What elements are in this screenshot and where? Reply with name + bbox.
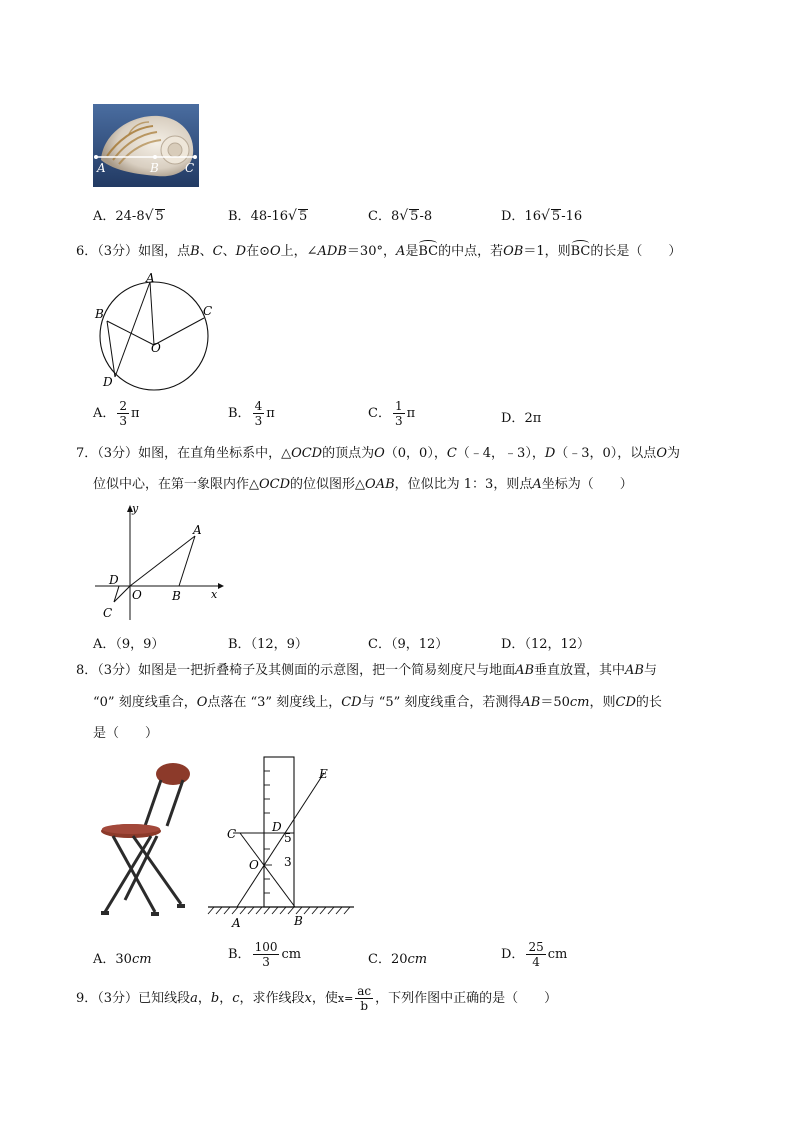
sqrt-sign: √ [288,208,297,224]
segment-bo [107,321,154,345]
label-a: A [193,523,202,537]
q5-option-a[interactable]: A．24-8√ 5 [93,208,164,224]
label-d: D [109,573,119,587]
q6-option-a[interactable]: A． $\frac{2}{3}$ π [93,399,140,428]
label-o: O [132,588,142,602]
label-b: B [294,914,303,928]
label-b: B [172,589,181,603]
q7-stem-line1: 7．（3分）如图，在直角坐标系中，△OCD的顶点为O（0，0），C（﹣4，﹣3），D（﹣3，0），以点O为 [76,446,680,461]
y-label: y [132,502,139,515]
q6-stem: 6．（3分）如图，点B、C、D在⊙O上，∠ADB＝30°，A是BC的中点，若OB＝1，则BC的长是（ ） [76,244,682,259]
fraction-ac-over-b: $\frac{ac}{b}$ [357,984,372,1013]
fraction: $\frac{100}{3}$ [254,940,278,969]
label-c: C [185,161,195,175]
point-a-dot [94,155,98,159]
label-c: C [203,304,213,318]
q6-circle-figure [88,268,218,396]
q7-option-c[interactable]: C．（9，12） [368,637,449,652]
segment-ao [150,282,154,345]
q7-stem-line2: 位似中心，在第一象限内作△OCD的位似图形△OAB，位似比为 1：3，则点A坐标为（ ） [93,477,633,492]
q8-stem-line3: 是（ ） [93,726,159,741]
label-a: A [146,271,155,285]
label-b: B [150,161,159,175]
q7-option-b[interactable]: B．（12，9） [228,637,308,652]
label-d: D [103,375,113,389]
q5-option-d[interactable]: D．16√ 5-16 [501,208,583,224]
x-axis-arrow-icon [218,583,224,589]
q8-option-d[interactable]: D． $\frac{25}{4}$ cm [501,940,568,969]
label-a: A [97,161,106,175]
tick-label-3: 3 [284,855,292,869]
point-c-dot [193,155,197,159]
folding-chair-photo [95,762,195,931]
arc-bc-symbol: BC [570,244,591,259]
fraction: $\frac{1}{3}$ [394,399,403,428]
arc-bc-symbol: BC [418,244,439,259]
label-b: B [95,307,104,321]
sqrt-sign: √ [540,208,550,224]
q7-option-a[interactable]: A．（9，9） [93,637,165,652]
q6-option-c[interactable]: C． $\frac{1}{3}$ π [368,399,416,428]
label-c: C [227,827,237,841]
label-o: O [249,858,259,872]
chair-image [95,762,195,927]
q5-option-b[interactable]: B．48-16√ 5 [228,208,308,224]
q8-stem-line2: “0” 刻度线重合，O点落在 “3” 刻度线上，CD与 “5” 刻度线重合，若测得AB＝50cm，则CD的长 [93,695,662,710]
point-b-dot [153,155,157,159]
label-e: E [319,767,328,781]
q5-option-c[interactable]: C．8√ 5-8 [368,208,433,224]
nautilus-image [93,104,199,187]
label-d: D [272,820,282,834]
fraction: $\frac{25}{4}$ [528,940,544,969]
q7-option-d[interactable]: D．（12，12） [501,637,591,652]
q7-coordinate-figure [92,500,227,629]
tick-label-5: 5 [284,831,292,845]
label-o: O [151,341,161,355]
q8-option-a[interactable]: A．30cm [93,952,152,967]
q6-option-d[interactable]: D．2π [501,411,542,426]
q8-ruler-diagram [206,753,356,937]
fraction: $\frac{2}{3}$ [119,399,128,428]
label-c: C [103,606,113,620]
x-label: x [211,588,218,601]
segment-da [115,282,150,377]
sqrt-sign: √ [399,208,409,224]
segment-ab [179,536,195,586]
q8-option-c[interactable]: C．20cm [368,952,428,967]
q9-stem: 9．（3分）已知线段a，b，c，求作线段x，使x= $\frac{ac}{b}$ ，下列作图中正确的是（ ） [76,984,558,1013]
fraction: $\frac{4}{3}$ [254,399,263,428]
nautilus-photo [93,104,199,187]
sqrt-sign: √ [144,208,154,224]
q8-stem-line1: 8．（3分）如图是一把折叠椅子及其侧面的示意图，把一个简易刻度尺与地面AB垂直放置，其中AB与 [76,663,658,678]
q8-option-b[interactable]: B． $\frac{100}{3}$ cm [228,940,302,969]
segment-oc [154,318,204,345]
segment-oa [130,536,195,586]
q6-option-b[interactable]: B． $\frac{4}{3}$ π [228,399,275,428]
label-a: A [232,916,241,930]
ground-hatching [208,907,350,914]
